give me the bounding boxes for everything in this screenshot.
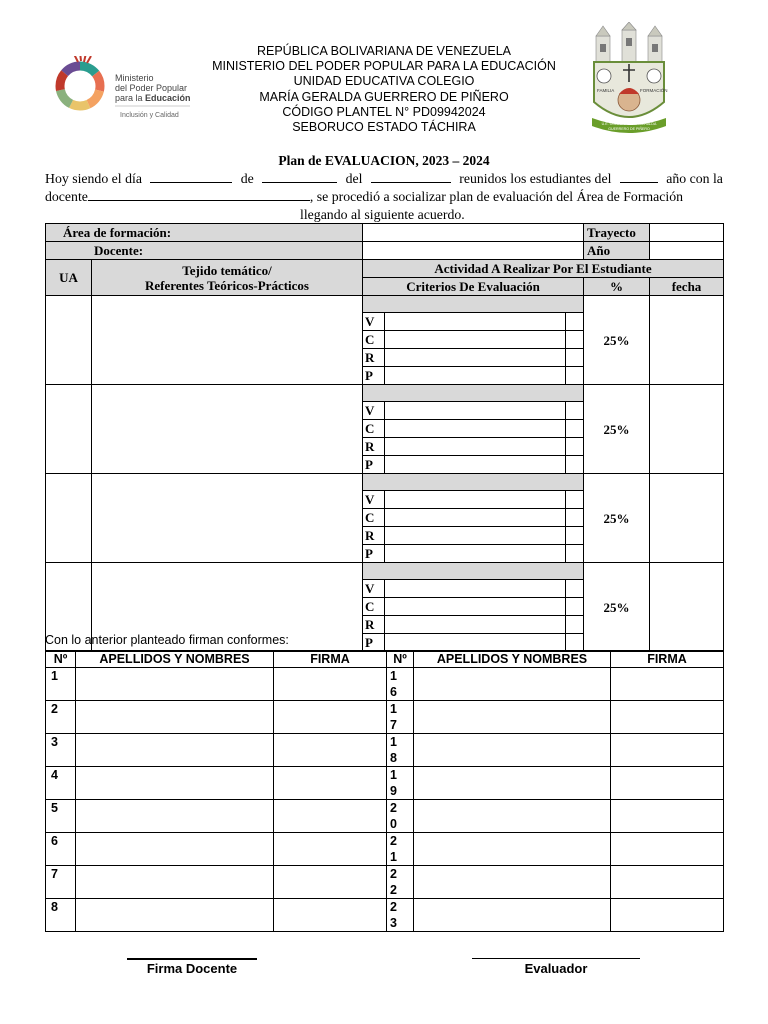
criteria-field[interactable] <box>385 491 566 509</box>
row-number: 1 7 <box>387 701 414 734</box>
intro-paragraph <box>45 170 723 224</box>
tejido-header-line1: Tejido temático/ <box>182 262 272 278</box>
evaluator-signature-line[interactable] <box>472 958 640 959</box>
school-crest-logo <box>588 22 670 140</box>
actividad-header: Actividad A Realizar Por El Estudiante <box>363 260 724 278</box>
criteria-extra[interactable] <box>566 598 584 616</box>
criteria-letter-r: R <box>363 527 385 545</box>
signature-field[interactable] <box>274 800 387 833</box>
row-number: 1 9 <box>387 767 414 800</box>
criteria-field[interactable] <box>385 580 566 598</box>
intro-text: reunidos los estudiantes del <box>459 171 612 186</box>
logo-text-line2: del Poder Popular <box>115 83 188 93</box>
criteria-letter-p: P <box>363 545 385 563</box>
criteria-field[interactable] <box>385 367 566 385</box>
intro-text: de <box>240 171 254 186</box>
name-field[interactable] <box>76 800 274 833</box>
docente-label: Docente: <box>46 242 363 260</box>
row-number: 2 0 <box>387 800 414 833</box>
fecha-cell[interactable] <box>650 474 724 563</box>
tejido-header-line2: Referentes Teóricos-Prácticos <box>144 277 309 293</box>
ministerio-educacion-logo <box>50 56 200 126</box>
criteria-letter-c: C <box>363 420 385 438</box>
criteria-extra[interactable] <box>566 616 584 634</box>
criteria-extra[interactable] <box>566 313 584 331</box>
intro-text: docente <box>45 189 88 204</box>
row-number: 7 <box>46 866 76 899</box>
criteria-field[interactable] <box>385 349 566 367</box>
criteria-extra[interactable] <box>566 456 584 474</box>
name-field[interactable] <box>414 899 611 932</box>
signature-field[interactable] <box>611 734 724 767</box>
activity-description-cell[interactable] <box>363 296 584 313</box>
signature-field[interactable] <box>274 899 387 932</box>
trayecto-label: Trayecto <box>584 224 650 242</box>
names-header: APELLIDOS Y NOMBRES <box>414 651 611 668</box>
name-field[interactable] <box>76 701 274 734</box>
criteria-letter-p: P <box>363 634 385 652</box>
criteria-letter-p: P <box>363 456 385 474</box>
tejido-cell[interactable] <box>92 296 363 385</box>
fecha-cell[interactable] <box>650 563 724 652</box>
name-field[interactable] <box>414 734 611 767</box>
signature-field[interactable] <box>611 701 724 734</box>
percent-cell: 25% <box>584 296 650 385</box>
signature-field[interactable] <box>611 866 724 899</box>
criteria-field[interactable] <box>385 509 566 527</box>
name-field[interactable] <box>414 866 611 899</box>
row-number: 1 6 <box>387 668 414 701</box>
trayecto-field[interactable] <box>650 224 724 242</box>
criteria-extra[interactable] <box>566 634 584 652</box>
intro-text: año con la <box>666 171 723 186</box>
criteria-extra[interactable] <box>566 438 584 456</box>
signature-table <box>45 650 724 932</box>
name-field[interactable] <box>76 899 274 932</box>
num-header: Nº <box>387 651 414 668</box>
document-header <box>0 0 768 150</box>
criteria-field[interactable] <box>385 438 566 456</box>
signature-field[interactable] <box>274 668 387 701</box>
crest-ribbon-line2: GUERRERO DE PIÑERO <box>608 127 650 131</box>
row-number: 2 1 <box>387 833 414 866</box>
anio-label: Año <box>584 242 650 260</box>
activity-description-cell[interactable] <box>363 563 584 580</box>
criteria-extra[interactable] <box>566 545 584 563</box>
percent-cell: 25% <box>584 385 650 474</box>
logo-tagline: Inclusión y Calidad <box>120 112 179 119</box>
criteria-extra[interactable] <box>566 367 584 385</box>
name-field[interactable] <box>414 701 611 734</box>
row-number: 1 <box>46 668 76 701</box>
criteria-letter-r: R <box>363 438 385 456</box>
criteria-letter-r: R <box>363 349 385 367</box>
signature-field[interactable] <box>274 833 387 866</box>
criteria-extra[interactable] <box>566 580 584 598</box>
num-header: Nº <box>46 651 76 668</box>
name-field[interactable] <box>414 668 611 701</box>
evaluator-signature-label: Evaluador <box>524 961 588 976</box>
percent-cell: 25% <box>584 563 650 652</box>
firma-header: FIRMA <box>611 651 724 668</box>
signature-field[interactable] <box>611 800 724 833</box>
row-number: 2 3 <box>387 899 414 932</box>
row-number: 1 8 <box>387 734 414 767</box>
fecha-cell[interactable] <box>650 296 724 385</box>
row-number: 6 <box>46 833 76 866</box>
name-field[interactable] <box>414 767 611 800</box>
ua-header: UA <box>46 260 92 296</box>
logo-text-line1: Ministerio <box>115 73 154 83</box>
day-blank[interactable] <box>150 170 232 183</box>
criteria-letter-p: P <box>363 367 385 385</box>
logo-text-line3: para la Educación <box>115 93 191 103</box>
header-line-6: SEBORUCO ESTADO TÁCHIRA <box>292 120 476 135</box>
header-line-2: MINISTERIO DEL PODER POPULAR PARA LA EDUCACIÓN <box>212 59 556 74</box>
name-field[interactable] <box>76 668 274 701</box>
criteria-letter-v: V <box>363 402 385 420</box>
criteria-extra[interactable] <box>566 509 584 527</box>
institution-header <box>200 44 568 135</box>
signature-field[interactable] <box>274 866 387 899</box>
criteria-letter-c: C <box>363 331 385 349</box>
header-line-1: REPÚBLICA BOLIVARIANA DE VENEZUELA <box>256 44 512 58</box>
area-formacion-field[interactable] <box>363 224 584 242</box>
teacher-signature-label: Firma Docente <box>146 961 238 976</box>
tejido-header <box>92 260 363 296</box>
percent-cell: 25% <box>584 474 650 563</box>
activity-description-cell[interactable] <box>363 385 584 402</box>
criteria-extra[interactable] <box>566 527 584 545</box>
criteria-letter-c: C <box>363 509 385 527</box>
name-field[interactable] <box>76 866 274 899</box>
signature-field[interactable] <box>274 701 387 734</box>
plan-title: Plan de EVALUACION, 2023 – 2024 <box>278 153 490 168</box>
criterios-header: Criterios De Evaluación <box>363 278 584 296</box>
criteria-field[interactable] <box>385 545 566 563</box>
year-blank[interactable] <box>371 170 451 183</box>
row-number: 8 <box>46 899 76 932</box>
row-number: 3 <box>46 734 76 767</box>
header-line-3: UNIDAD EDUCATIVA COLEGIO <box>293 74 475 89</box>
row-number: 4 <box>46 767 76 800</box>
fecha-cell[interactable] <box>650 385 724 474</box>
name-field[interactable] <box>76 833 274 866</box>
row-number: 5 <box>46 800 76 833</box>
criteria-field[interactable] <box>385 634 566 652</box>
grade-blank[interactable] <box>620 170 658 183</box>
area-formacion-label: Área de formación: <box>46 224 363 242</box>
names-header: APELLIDOS Y NOMBRES <box>76 651 274 668</box>
signature-field[interactable] <box>274 734 387 767</box>
header-line-5: CÓDIGO PLANTEL N° PD09942024 <box>282 104 486 119</box>
intro-text: del <box>345 171 363 186</box>
intro-text: Hoy siendo el día <box>45 171 142 186</box>
tejido-cell[interactable] <box>92 385 363 474</box>
criteria-letter-v: V <box>363 580 385 598</box>
intro-text: llegando al siguiente acuerdo. <box>300 207 465 222</box>
fecha-header: fecha <box>650 278 724 296</box>
tejido-cell[interactable] <box>92 474 363 563</box>
criteria-letter-v: V <box>363 491 385 509</box>
teacher-signature-line[interactable] <box>127 958 257 960</box>
signature-field[interactable] <box>611 767 724 800</box>
criteria-field[interactable] <box>385 527 566 545</box>
ua-cell[interactable] <box>46 296 92 385</box>
header-line-4: MARÍA GERALDA GUERRERO DE PIÑERO <box>259 89 509 104</box>
anio-field[interactable] <box>650 242 724 260</box>
criteria-field[interactable] <box>385 598 566 616</box>
criteria-extra[interactable] <box>566 491 584 509</box>
criteria-extra[interactable] <box>566 349 584 367</box>
intro-text: , se procedió a socializar plan de evaluación del Área de Formación <box>309 189 684 204</box>
name-field[interactable] <box>414 800 611 833</box>
criteria-field[interactable] <box>385 402 566 420</box>
docente-field[interactable] <box>363 242 584 260</box>
crest-label-right: FORMACIÓN <box>640 88 668 93</box>
percent-header: % <box>584 278 650 296</box>
month-blank[interactable] <box>262 170 337 183</box>
criteria-extra[interactable] <box>566 420 584 438</box>
name-field[interactable] <box>414 833 611 866</box>
criteria-letter-v: V <box>363 313 385 331</box>
signature-field[interactable] <box>611 668 724 701</box>
activity-description-cell[interactable] <box>363 474 584 491</box>
criteria-letter-r: R <box>363 616 385 634</box>
firma-header: FIRMA <box>274 651 387 668</box>
criteria-field[interactable] <box>385 331 566 349</box>
name-field[interactable] <box>76 734 274 767</box>
criteria-letter-c: C <box>363 598 385 616</box>
signatures-intro: Con lo anterior planteado firman conformes: <box>45 633 289 647</box>
signature-field[interactable] <box>274 767 387 800</box>
row-number: 2 <box>46 701 76 734</box>
crest-ribbon-line1: U.E. COLEGIO MARÍA GERALDA <box>601 122 657 126</box>
crest-label-left: FAMILIA <box>597 88 615 93</box>
signature-field[interactable] <box>611 833 724 866</box>
ua-cell[interactable] <box>46 474 92 563</box>
criteria-extra[interactable] <box>566 402 584 420</box>
criteria-field[interactable] <box>385 420 566 438</box>
criteria-field[interactable] <box>385 616 566 634</box>
criteria-field[interactable] <box>385 456 566 474</box>
signature-field[interactable] <box>611 899 724 932</box>
name-field[interactable] <box>76 767 274 800</box>
criteria-field[interactable] <box>385 313 566 331</box>
teacher-blank[interactable] <box>88 188 310 201</box>
criteria-extra[interactable] <box>566 331 584 349</box>
row-number: 2 2 <box>387 866 414 899</box>
evaluation-plan-table <box>45 223 724 652</box>
ua-cell[interactable] <box>46 385 92 474</box>
